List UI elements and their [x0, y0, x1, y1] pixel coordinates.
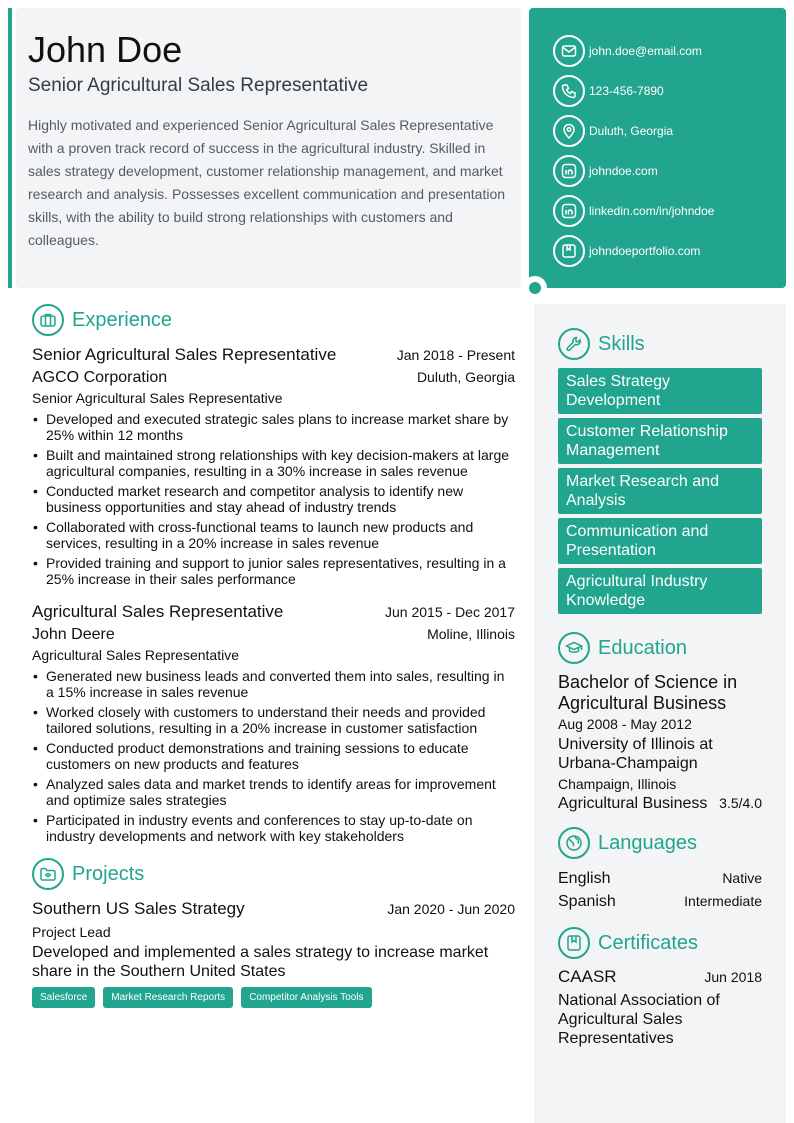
- summary-text: Highly motivated and experienced Senior Agricultural Sales Representative with a proven track record of success in the agricultural industry. Skilled in sales strategy development, customer relationship management, and market research and analysis. Possesses excellent communication and presentation skills, with the ability to build strong relationships with customers and colleagues.: [28, 117, 506, 248]
- header-panel: [16, 8, 521, 288]
- graduation-cap-icon: [558, 632, 590, 664]
- job-bullet: • Conducted market research and competitor analysis to identify new business opportunities and stay ahead of industry trends: [32, 483, 515, 515]
- education-heading: [558, 632, 762, 664]
- experience-title: Experience: [72, 308, 173, 331]
- main-column: [32, 304, 515, 1008]
- contact-location-text: Duluth, Georgia: [589, 124, 674, 138]
- language-name: English: [558, 870, 611, 887]
- contact-linkedin[interactable]: [553, 191, 786, 231]
- job-dates: Jan 2018 - Present: [396, 347, 515, 363]
- certificates-heading: [558, 927, 762, 959]
- job-bullets: [32, 411, 515, 587]
- education-degree: Bachelor of Science in Agricultural Business: [558, 672, 738, 713]
- certificate-icon: [558, 927, 590, 959]
- job-bullet: • Built and maintained strong relationships with key decision-makers at large agricultural companies, resulting in a 30% increase in sales revenue: [32, 447, 515, 479]
- skill-chip: Communication and Presentation: [558, 518, 762, 564]
- contact-panel: [529, 8, 786, 288]
- job-company: John Deere: [32, 626, 115, 643]
- project-tags: [32, 987, 515, 1008]
- languages-heading: [558, 827, 762, 859]
- certificate-org: National Association of Agricultural Sales Representatives: [558, 992, 720, 1047]
- languages-title: Languages: [598, 831, 697, 854]
- skill-chip: Sales Strategy Development: [558, 368, 762, 414]
- education-field: Agricultural Business: [558, 795, 708, 812]
- certificate-row: [558, 967, 762, 987]
- sidebar-column: [534, 304, 786, 1123]
- job-bullet: • Worked closely with customers to understand their needs and provided tailored solutions, resulting in a 20% increase in customer satisfaction: [32, 704, 515, 736]
- education-title: Education: [598, 636, 687, 659]
- language-level: Native: [722, 870, 762, 886]
- projects-heading: [32, 858, 515, 890]
- candidate-name: John Doe: [28, 29, 183, 70]
- accent-bar: [8, 8, 12, 288]
- job-bullet: • Participated in industry events and conferences to stay up-to-date on industry developments and network with key stakeholders: [32, 812, 515, 844]
- briefcase-icon: [32, 304, 64, 336]
- language-name: Spanish: [558, 893, 616, 910]
- education-dates: Aug 2008 - May 2012: [558, 716, 692, 732]
- folder-icon: [32, 858, 64, 890]
- projects-title: Projects: [72, 862, 145, 885]
- job-bullet: • Conducted product demonstrations and training sessions to educate customers on new products and features: [32, 740, 515, 772]
- website-icon: [553, 155, 585, 187]
- language-row: [558, 867, 762, 890]
- certificates-title: Certificates: [598, 931, 699, 954]
- contact-location: [553, 111, 786, 151]
- education-location: Champaign, Illinois: [558, 776, 677, 792]
- skill-chip: Market Research and Analysis: [558, 468, 762, 514]
- job-bullets: [32, 668, 515, 844]
- education-gpa: 3.5/4.0: [719, 795, 762, 811]
- language-row: [558, 890, 762, 913]
- project-dates: Jan 2020 - Jun 2020: [387, 901, 515, 917]
- language-level: Intermediate: [684, 893, 762, 909]
- project-tag: Market Research Reports: [103, 987, 233, 1008]
- job-bullet: • Provided training and support to junior sales representatives, resulting in a 25% increase in their sales performance: [32, 555, 515, 587]
- contact-portfolio[interactable]: [553, 231, 786, 271]
- job-location: Duluth, Georgia: [416, 369, 515, 385]
- contact-email-text: john.doe@email.com: [589, 44, 702, 58]
- certificate-name: CAASR: [558, 967, 617, 986]
- skills-title: Skills: [598, 332, 645, 355]
- job-bullet: • Generated new business leads and converted them into sales, resulting in a 15% increase in sales revenue: [32, 668, 515, 700]
- skill-chip: Customer Relationship Management: [558, 418, 762, 464]
- job-bullet: • Collaborated with cross-functional teams to launch new products and services, resulting in a 20% increase in sales revenue: [32, 519, 515, 551]
- education-field-row: [558, 795, 762, 813]
- job-company: AGCO Corporation: [32, 369, 168, 386]
- email-icon: [553, 35, 585, 67]
- project-tag: Competitor Analysis Tools: [241, 987, 371, 1008]
- phone-icon: [553, 75, 585, 107]
- connector-dot-inner: [529, 282, 541, 294]
- portfolio-icon: [553, 235, 585, 267]
- job-location: Moline, Illinois: [427, 626, 515, 642]
- job-title: Senior Agricultural Sales Representative: [32, 345, 337, 364]
- contact-website[interactable]: [553, 151, 786, 191]
- skill-chip: Agricultural Industry Knowledge: [558, 568, 762, 614]
- project-title: Southern US Sales Strategy: [32, 899, 245, 918]
- linkedin-icon: [553, 195, 585, 227]
- project-entry: [32, 898, 515, 1008]
- job-title: Agricultural Sales Representative: [32, 602, 284, 621]
- job-role: Senior Agricultural Sales Representative: [32, 390, 283, 406]
- candidate-title: Senior Agricultural Sales Representative: [28, 75, 369, 96]
- project-description: Developed and implemented a sales strategy to increase market share in the Southern United States: [32, 944, 489, 980]
- experience-heading: [32, 304, 515, 336]
- skills-heading: [558, 328, 762, 360]
- job-dates: Jun 2015 - Dec 2017: [385, 604, 515, 620]
- project-role: Project Lead: [32, 924, 111, 940]
- contact-phone-text: 123-456-7890: [589, 84, 664, 98]
- contact-website-text: johndoe.com: [589, 164, 658, 178]
- project-tag: Salesforce: [32, 987, 95, 1008]
- contact-email[interactable]: [553, 31, 786, 71]
- contact-phone[interactable]: [553, 71, 786, 111]
- job-entry: [32, 601, 515, 844]
- job-role: Agricultural Sales Representative: [32, 647, 239, 663]
- job-entry: [32, 344, 515, 587]
- location-icon: [553, 115, 585, 147]
- job-bullet: • Analyzed sales data and market trends to identify areas for improvement and optimize sales strategies: [32, 776, 515, 808]
- education-school: University of Illinois at Urbana-Champaign: [558, 736, 713, 772]
- contact-linkedin-text: linkedin.com/in/johndoe: [589, 204, 715, 218]
- certificate-date: Jun 2018: [704, 969, 762, 985]
- contact-portfolio-text: johndoeportfolio.com: [589, 244, 701, 258]
- job-bullet: • Developed and executed strategic sales plans to increase market share by 25% within 12 months: [32, 411, 515, 443]
- globe-icon: [558, 827, 590, 859]
- wrench-icon: [558, 328, 590, 360]
